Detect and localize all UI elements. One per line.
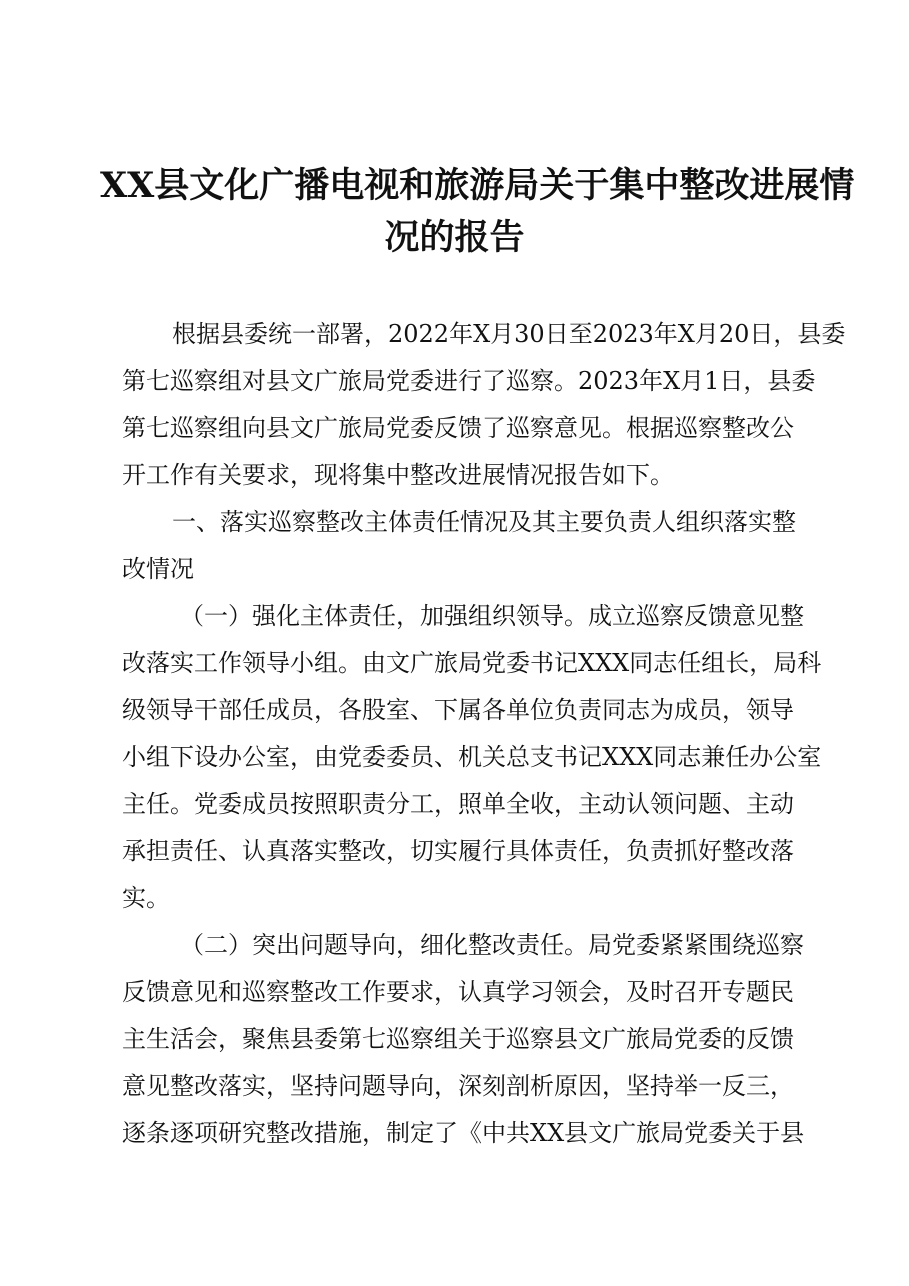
title-line-1: XX县文化广播电视和旅游局关于集中整改进展情 — [100, 165, 855, 206]
paragraph-intro-line-2: 第七巡察组对县文广旅局党委进行了巡察。2023年X月1日，县委 — [122, 367, 816, 395]
paragraph-intro-line-4: 开工作有关要求，现将集中整改进展情况报告如下。 — [122, 461, 674, 489]
subsection-1-line-1: （一）强化主体责任，加强组织领导。成立巡察反馈意见整 — [180, 602, 804, 630]
document-title — [100, 160, 855, 264]
subsection-2-line-3: 主生活会，聚焦县委第七巡察组关于巡察县文广旅局党委的反馈 — [122, 1025, 794, 1053]
document-body — [122, 311, 846, 1157]
paragraph-intro-line-3: 第七巡察组向县文广旅局党委反馈了巡察意见。根据巡察整改公 — [122, 414, 794, 442]
subsection-2-line-1: （二）突出问题导向，细化整改责任。局党委紧紧围绕巡察 — [180, 931, 804, 959]
subsection-1-line-5: 主任。党委成员按照职责分工，照单全收，主动认领问题、主动 — [122, 790, 794, 818]
subsection-1-line-6: 承担责任、认真落实整改，切实履行具体责任，负责抓好整改落 — [122, 837, 794, 865]
subsection-2-line-4: 意见整改落实，坚持问题导向，深刻剖析原因，坚持举一反三， — [122, 1072, 794, 1100]
subsection-2-line-5: 逐条逐项研究整改措施，制定了《中共XX县文广旅局党委关于县 — [122, 1119, 805, 1147]
paragraph-intro-line-1: 根据县委统一部署，2022年X月30日至2023年X月20日，县委 — [172, 320, 846, 348]
section-heading-1-line-2: 改情况 — [122, 555, 194, 583]
subsection-1-line-2: 改落实工作领导小组。由文广旅局党委书记XXX同志任组长，局科 — [122, 649, 822, 677]
subsection-1-line-7: 实。 — [122, 884, 170, 912]
section-heading-1-line-1: 一、落实巡察整改主体责任情况及其主要负责人组织落实整 — [172, 508, 796, 536]
subsection-2-line-2: 反馈意见和巡察整改工作要求，认真学习领会，及时召开专题民 — [122, 978, 794, 1006]
title-line-2: 况的报告 — [384, 217, 525, 258]
subsection-1-line-3: 级领导干部任成员，各股室、下属各单位负责同志为成员，领导 — [122, 696, 794, 724]
subsection-1-line-4: 小组下设办公室，由党委委员、机关总支书记XXX同志兼任办公室 — [122, 743, 822, 771]
